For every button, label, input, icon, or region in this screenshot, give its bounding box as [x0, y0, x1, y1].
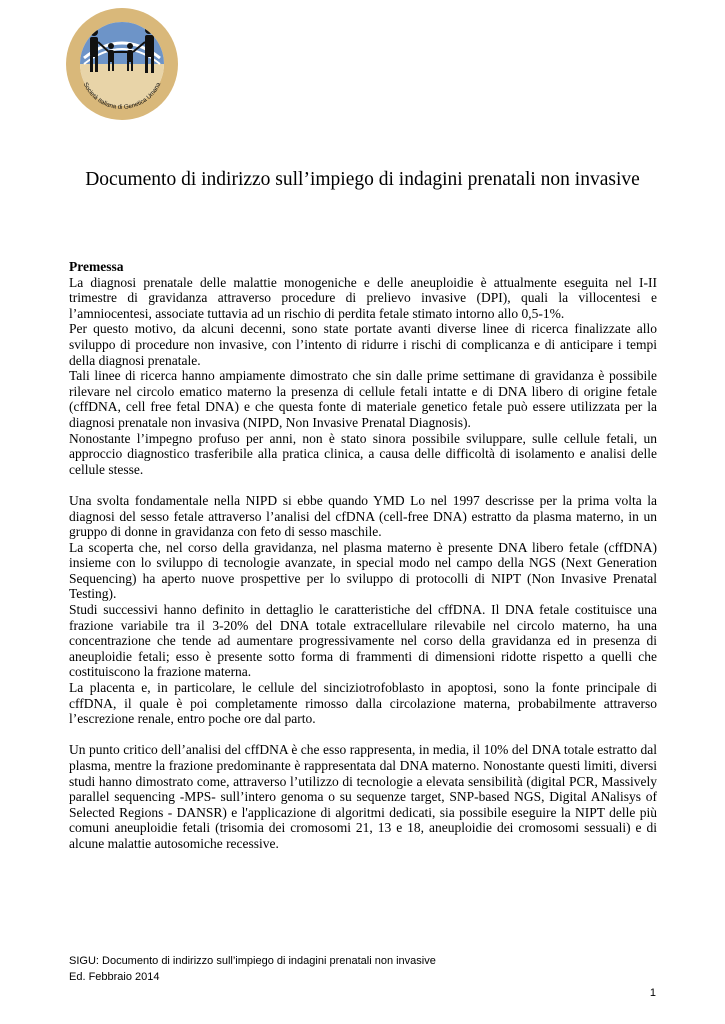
- paragraph-spacer: [69, 477, 657, 493]
- sigu-logo: [64, 6, 180, 122]
- paragraph-4: Nonostante l’impegno profuso per anni, non è stato sinora possibile sviluppare, sulle cellule fetali, un approccio diagnostico trasferibile alla pratica clinica, a causa delle difficoltà di isolamento e analisi delle cellule stesse.: [69, 430, 657, 477]
- paragraph-1: La diagnosi prenatale delle malattie monogeniche e delle aneuploidie è attualmente eseguita nel I-II trimestre di gravidanza attraverso procedure di prelievo invasive (DPI), quali la villocentesi e l’amniocentesi, associate tuttavia ad un rischio di perdita fetale stimato intorno allo 0,5-1%.: [69, 274, 657, 321]
- document-title: Documento di indirizzo sull’impiego di indagini prenatali non invasive: [85, 169, 640, 190]
- paragraph-3: Tali linee di ricerca hanno ampiamente dimostrato che sin dalle prime settimane di gravidanza è possibile rilevare nel circolo ematico materno la presenza di cellule fetali intatte e di DNA libero di origine fetale (cffDNA, cell free fetal DNA) e che questa fonte di materiale genetico fetale può essere utilizzata per la diagnosi prenatale non invasiva (NIPD, Non Invasive Prenatal Diagnosis).: [69, 368, 657, 430]
- page-footer: [69, 953, 669, 985]
- paragraph-7: Studi successivi hanno definito in dettaglio le caratteristiche del cffDNA. Il DNA fetale costituisce una frazione variabile tra il 3-20% del DNA totale extracellulare rilevabile nel circolo materno, ha una concentrazione che tende ad aumentare progressivamente nel corso della gravidanza ed in presenza di aneuploidie fetali; esso è presente sotto forma di frammenti di dimensioni ridotte rispetto a quelli che costituiscono la frazione materna.: [69, 602, 657, 680]
- section-heading: Premessa: [69, 259, 124, 274]
- paragraph-5: Una svolta fondamentale nella NIPD si ebbe quando YMD Lo nel 1997 descrisse per la prima volta la diagnosi del sesso fetale attraverso l’analisi del cfDNA (cell-free DNA) estratto da plasma materno, in un gruppo di donne in gravidanza con feto di sesso maschile.: [69, 492, 657, 540]
- svg-text:Società Italiana di Genetica U: Società Italiana di Genetica Umana: [81, 81, 163, 111]
- page-number: 1: [649, 987, 656, 999]
- paragraph-spacer: [69, 727, 657, 743]
- paragraph-2: Per questo motivo, da alcuni decenni, sono state portate avanti diverse linee di ricerca finalizzate allo sviluppo di procedure non invasive, con l’intento di ridurre i rischi di complicanza e di anticipare i tempi della diagnosi prenatale.: [69, 321, 657, 368]
- paragraph-9: Un punto critico dell’analisi del cffDNA è che esso rappresenta, in media, il 10% del DNA totale estratto dal plasma, mentre la frazione predominante è rappresentata dal DNA materno. Nonostante questi limiti, diversi studi hanno dimostrato come, attraverso l’utilizzo di tecnologie a elevata sensibilità (digital PCR, Massively parallel sequencing -MPS- sull’intero genoma o su sequenze target, SNP-based NGS, Digital ANalisys of Selected Regions - DANSR) e l'applicazione di algoritmi dedicati, sia possibile eseguire la NIPT delle più comuni aneuploidie fetali (trisomia dei cromosomi 21, 13 e 18, aneuploidie dei cromosomi sessuali) e di alcune malattie autosomiche recessive.: [69, 742, 657, 851]
- paragraph-8: La placenta e, in particolare, le cellule del sinciziotrofoblasto in apoptosi, sono la fonte principale di cffDNA, il quale è poi completamente rimosso dalla circolazione materna, probabilmente attraverso l’escrezione renale, entro poche ore dal parto.: [69, 680, 657, 727]
- document-body: [69, 259, 657, 852]
- footer-document-title: SIGU: Documento di indirizzo sull’impiego di indagini prenatali non invasive: [69, 955, 436, 967]
- paragraph-6: La scoperta che, nel corso della gravidanza, nel plasma materno è presente DNA libero fetale (cffDNA) insieme con lo sviluppo di tecnologie avanzate, in special modo nel campo della NGS (Next Generation Sequencing) ha aperto nuove prospettive per lo sviluppo di protocolli di NIPT (Non Invasive Prenatal Testing).: [69, 539, 657, 602]
- footer-edition: Ed. Febbraio 2014: [69, 971, 160, 983]
